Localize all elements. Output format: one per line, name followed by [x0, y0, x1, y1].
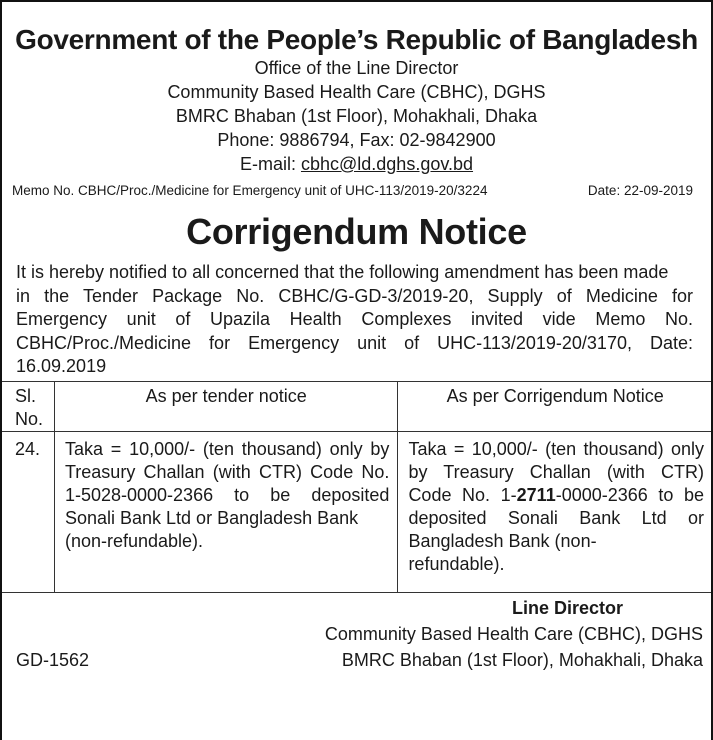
body-line: in the Tender Package No. CBHC/G-GD-3/2019-20, Supply of Medicine for — [16, 285, 693, 306]
tender-text: Taka = 10,000/- (ten thousand) only by Treasury Challan (with CTR) Code No. 1-5028-0000-2366 to be deposited Sonali Bank Ltd or Bangladesh Bank — [64, 438, 390, 528]
unit-name: Community Based Health Care (CBHC), DGHS — [167, 82, 546, 102]
row-corrigendum-text — [398, 431, 713, 592]
memo-row — [2, 176, 711, 201]
notice-body — [2, 255, 711, 379]
table-row — [1, 431, 713, 592]
corr-text-after: -0000-2366 to be deposited Sonali Bank Ltd or Bangladesh Bank (non- — [408, 484, 704, 551]
body-line: It is hereby notified to all concerned that the following amendment has been made — [16, 262, 669, 282]
government-title: Government of the People’s Republic of Bangladesh — [15, 24, 698, 55]
memo-date: Date: 22-09-2019 — [587, 183, 693, 198]
signatory-address: BMRC Bhaban (1st Floor), Mohakhali, Dhaka — [341, 649, 703, 670]
gd-reference: GD-1562 — [16, 649, 90, 670]
email-line — [2, 152, 711, 176]
amendment-table — [0, 381, 713, 593]
header-corrigendum-notice: As per Corrigendum Notice — [398, 381, 713, 431]
email-link[interactable]: cbhc@ld.dghs.gov.bd — [300, 154, 474, 174]
signatory-unit: Community Based Health Care (CBHC), DGHS — [324, 623, 703, 644]
office-name: Office of the Line Director — [254, 58, 459, 78]
table-header-row — [1, 381, 713, 431]
header-sl-no: Sl. No. — [1, 381, 55, 431]
body-line: CBHC/Proc./Medicine for Emergency unit of UHC-113/2019-20/3170, Date: — [16, 332, 693, 353]
tender-text-tail: (non-refundable). — [64, 530, 204, 551]
letterhead — [2, 24, 711, 176]
header-tender-notice: As per tender notice — [54, 381, 397, 431]
signatory-title: Line Director — [511, 597, 623, 618]
body-line: 16.09.2019 — [16, 356, 107, 376]
office-address: BMRC Bhaban (1st Floor), Mohakhali, Dhaka — [175, 106, 538, 126]
corr-text-before: Taka = 10,000/- (ten thousand) only by Treasury Challan (with CTR) Code No. 1- — [408, 438, 704, 505]
corr-code-amended: 2711 — [516, 484, 556, 505]
memo-number: Memo No. CBHC/Proc./Medicine for Emergency unit of UHC-113/2019-20/3224 — [12, 183, 488, 198]
notice-title: Corrigendum Notice — [186, 211, 527, 252]
corr-text-tail: refundable). — [408, 553, 505, 574]
row-sl-no: 24. — [1, 431, 55, 592]
row-tender-text — [54, 431, 397, 592]
body-line: Emergency unit of Upazila Health Complexes invited vide Memo No. — [16, 309, 693, 329]
email-label: E-mail: — [239, 154, 301, 174]
phone-fax: Phone: 9886794, Fax: 02-9842900 — [217, 130, 496, 150]
